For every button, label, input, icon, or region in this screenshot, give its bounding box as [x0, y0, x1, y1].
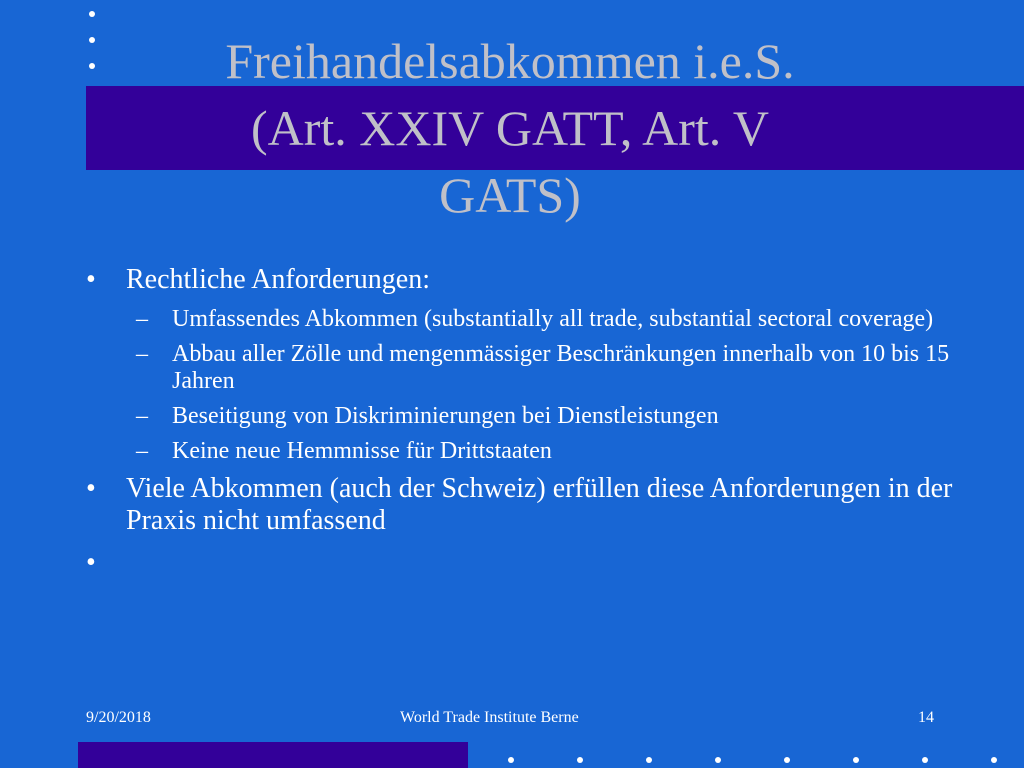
dot — [508, 757, 514, 763]
sub-bullet-text: Keine neue Hemmnisse für Drittstaaten — [172, 438, 552, 464]
dash-marker: – — [136, 403, 148, 429]
bullet-marker: • — [86, 264, 96, 295]
dot — [89, 63, 95, 69]
sub-bullet-text: Abbau aller Zölle und mengenmässiger Beschränkungen innerhalb von 10 bis 15 Jahren — [172, 341, 950, 394]
slide-body — [80, 264, 960, 578]
vertical-dot-decoration — [89, 11, 97, 89]
dot — [715, 757, 721, 763]
footer-institute: World Trade Institute Berne — [400, 709, 579, 726]
footer-page-number: 14 — [918, 709, 934, 726]
title-line-1: Freihandelsabkommen i.e.S. — [225, 33, 795, 89]
bullet-text: Viele Abkommen (auch der Schweiz) erfüllen diese Anforderungen in der Praxis nicht umfassend — [126, 473, 953, 536]
sub-bullet-text: Umfassendes Abkommen (substantially all trade, substantial sectoral coverage) — [172, 306, 934, 332]
dot — [853, 757, 859, 763]
bullet-item — [80, 473, 960, 537]
dash-marker: – — [136, 306, 148, 332]
bullet-marker: • — [86, 547, 96, 578]
footer-date: 9/20/2018 — [86, 709, 151, 726]
slide-title — [110, 28, 910, 229]
title-line-2: (Art. XXIV GATT, Art. V — [250, 100, 770, 156]
dot — [577, 757, 583, 763]
dash-marker: – — [136, 438, 148, 464]
sub-bullet-item — [80, 403, 960, 430]
horizontal-dot-decoration — [508, 757, 1008, 765]
bullet-marker: • — [86, 473, 96, 504]
title-line-3: GATS) — [439, 167, 581, 223]
sub-bullet-item — [80, 306, 960, 333]
dot — [784, 757, 790, 763]
dash-marker: – — [136, 341, 148, 367]
sub-bullet-text: Beseitigung von Diskriminierungen bei Dienstleistungen — [172, 403, 719, 429]
bullet-item — [80, 264, 960, 296]
sub-bullet-item — [80, 341, 960, 395]
dot — [89, 37, 95, 43]
bullet-text: Rechtliche Anforderungen: — [126, 264, 431, 295]
dot — [991, 757, 997, 763]
dot — [646, 757, 652, 763]
sub-bullet-item — [80, 438, 960, 465]
dot — [89, 11, 95, 17]
dot — [922, 757, 928, 763]
bottom-accent-band — [78, 742, 468, 768]
